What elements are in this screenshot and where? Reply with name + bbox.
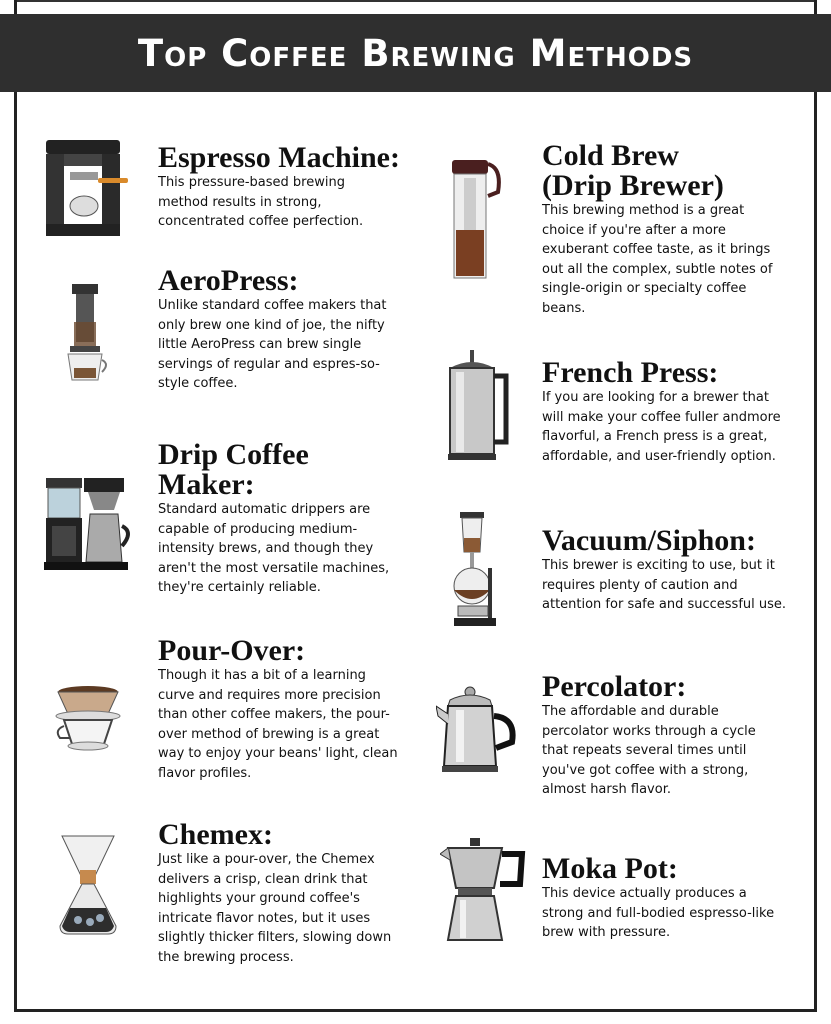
drip-coffee-maker-icon [44, 474, 136, 574]
method-description: Though it has a bit of a learning curve and requires more precision than other coffee makers, the pour-over method of brewing is a great way to enjoy your beans' light, clean flavor profiles. [158, 668, 398, 781]
method-description: This pressure-based brewing method results in strong, concentrated coffee perfection. [158, 175, 364, 229]
method-cold-brew [542, 141, 792, 318]
percolator-icon [436, 686, 522, 776]
method-description: This device actually produces a strong and full-bodied espresso-like brew with pressure. [542, 886, 775, 940]
page-title: Top Coffee Brewing Methods [137, 31, 694, 75]
title-banner [0, 14, 831, 92]
method-description: If you are looking for a brewer that will make your coffee fuller andmore flavorful, a French press is a great, affordable, and user-friendly option. [542, 390, 781, 464]
siphon-icon [448, 510, 504, 632]
method-description: Unlike standard coffee makers that only brew one kind of joe, the nifty little AeroPress can brew single servings of regular and espres-so-style coffee. [158, 298, 387, 391]
method-title: Moka Pot: [542, 852, 678, 885]
method-title: Pour-Over: [158, 634, 306, 667]
method-description: This brewer is exciting to use, but it requires plenty of caution and attention for safe and successful use. [542, 558, 787, 612]
method-description: Standard automatic drippers are capable of producing medium-intensity brews, and though they aren't the most versatile machines, they're certainly reliable. [158, 502, 390, 595]
method-title: Chemex: [158, 818, 273, 851]
method-drip-coffee-maker [158, 440, 408, 598]
method-chemex [158, 820, 408, 967]
method-title: Cold Brew (Drip Brewer) [542, 139, 724, 202]
method-espresso-machine [158, 143, 418, 232]
method-title: AeroPress: [158, 264, 299, 297]
method-title: Espresso Machine: [158, 141, 400, 174]
method-title: Percolator: [542, 670, 687, 703]
method-percolator [542, 672, 792, 800]
method-french-press [542, 358, 802, 466]
method-description: Just like a pour-over, the Chemex delivers a crisp, clean drink that highlights your ground coffee's intricate flavor notes, but it uses slightly thicker filters, slowing down the brewing process. [158, 852, 392, 965]
method-moka-pot [542, 854, 802, 943]
method-pour-over [158, 636, 408, 783]
method-title: Drip Coffee Maker: [158, 438, 309, 501]
method-description: This brewing method is a great choice if you're after a more exuberant coffee taste, as it brings out all the complex, subtle notes of single-origin or specialty coffee beans. [542, 203, 773, 316]
chemex-icon [56, 834, 120, 938]
french-press-icon [442, 350, 516, 462]
pour-over-icon [52, 684, 124, 754]
method-aeropress [158, 266, 408, 394]
method-description: The affordable and durable percolator works through a cycle that repeats several times until you've got coffee with a strong, almost harsh flavor. [542, 704, 756, 797]
method-vacuum-siphon [542, 526, 802, 615]
method-title: French Press: [542, 356, 719, 389]
espresso-machine-icon [42, 136, 132, 240]
method-title: Vacuum/Siphon: [542, 524, 756, 557]
cold-brew-icon [448, 158, 504, 282]
moka-pot-icon [440, 838, 532, 944]
aeropress-icon [62, 282, 112, 384]
